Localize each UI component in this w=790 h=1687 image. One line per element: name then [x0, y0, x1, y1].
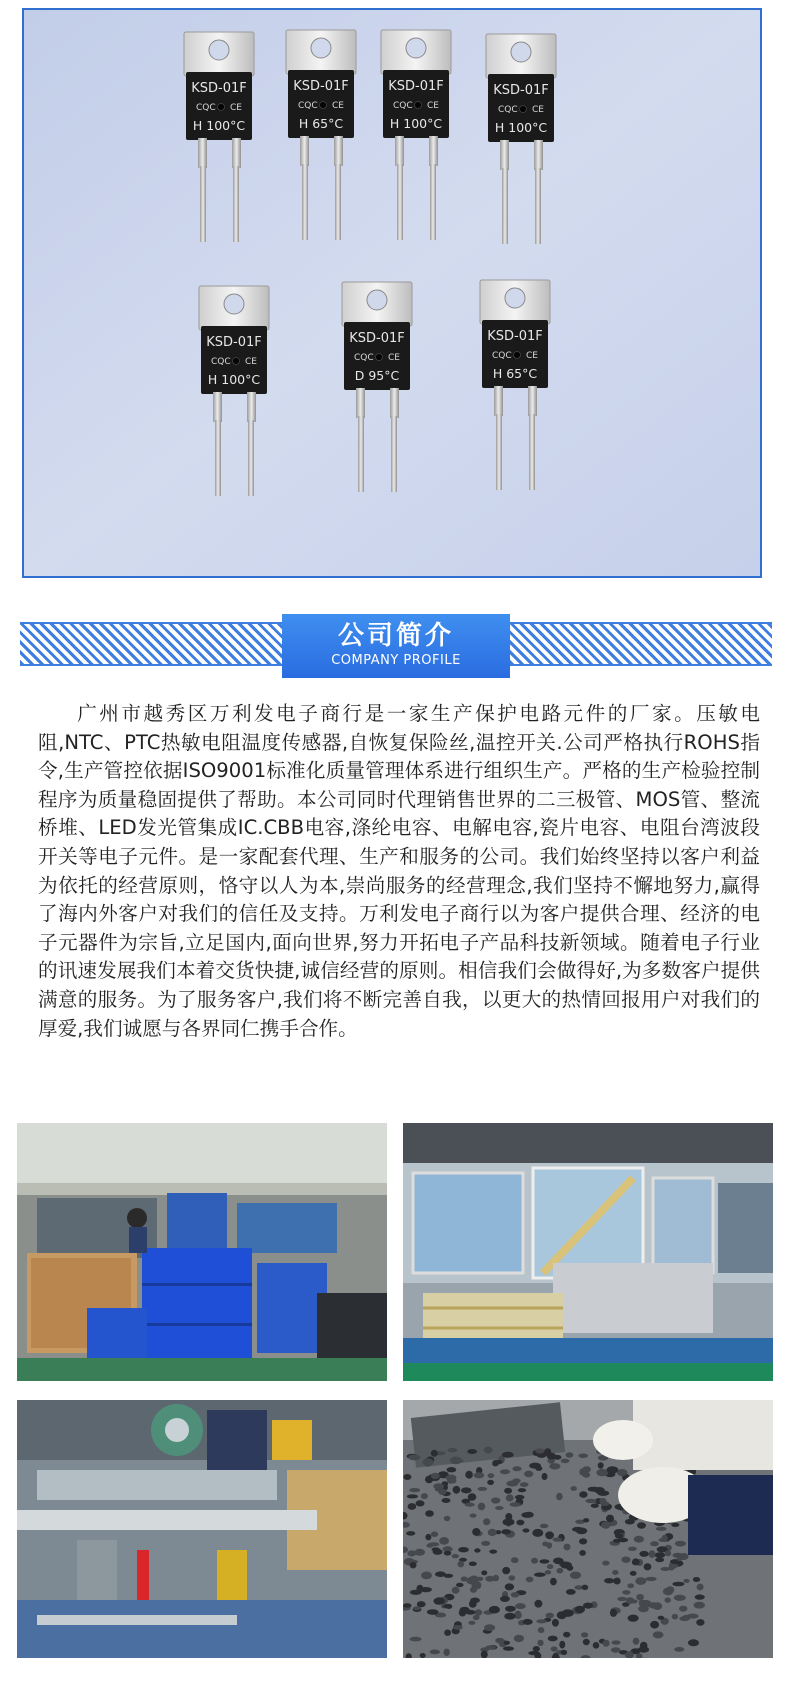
section-title-box	[282, 614, 510, 678]
component-cert-label: CQC	[492, 351, 512, 361]
component-ce-mark: CE	[532, 105, 544, 115]
component-ce-mark: CE	[332, 101, 344, 111]
factory-photo-sorting-parts	[403, 1400, 773, 1658]
component-model-label: KSD-01F	[206, 335, 262, 350]
factory-photo-warehouse	[17, 1123, 387, 1381]
component-model-label: KSD-01F	[349, 331, 405, 346]
component-temp-label: H 65°C	[492, 366, 538, 381]
component-model-label: KSD-01F	[293, 79, 349, 94]
component-ce-mark: CE	[427, 101, 439, 111]
component-ce-mark: CE	[388, 353, 400, 363]
section-header	[20, 614, 772, 672]
component-temp-label: H 100°C	[192, 118, 246, 133]
component-cert-label: CQC	[393, 101, 413, 111]
component-cert-label: CQC	[354, 353, 374, 363]
component-model-label: KSD-01F	[191, 81, 247, 96]
component-temp-label: H 100°C	[494, 120, 548, 135]
component-ce-mark: CE	[245, 357, 257, 367]
factory-photo-production-line	[403, 1123, 773, 1381]
component-cert-label: CQC	[196, 103, 216, 113]
component-temp-label: H 100°C	[389, 116, 443, 131]
company-intro-text: 广州市越秀区万利发电子商行是一家生产保护电路元件的厂家。压敏电阻,NTC、PTC热敏电阻温度传感器,自恢复保险丝,温控开关.公司严格执行ROHS指令,生产管控依据ISO9001标准化质量管理体系进行组织生产。严格的生产检验控制程序为质量稳固提供了帮助。本公司同时代理销售世界的二三极管、MOS管、整流桥堆、LED发光管集成IC.CBB电容,涤纶电容、电解电容,瓷片电容、电阻台湾波段开关等电子元件。是一家配套代理、生产和服务的公司。我们始终坚持以客户利益为依托的经营原则，恪守以人为本,崇尚服务的经营理念,我们坚持不懈地努力,赢得了海内外客户对我们的信任及支持。万利发电子商行以为客户提供合理、经济的电子元器件为宗旨,立足国内,面向世界,努力开拓电子产品科技新领域。随着电子行业的讯速发展我们本着交货快捷,诚信经营的原则。相信我们会做得好,为多数客户提供满意的服务。为了服务客户,我们将不断完善自我，以更大的热情回报用户对我们的厚爱,我们诚愿与各界同仁携手合作。	[38, 702, 760, 1040]
factory-photo-assembly-machine	[17, 1400, 387, 1658]
component-cert-label: CQC	[211, 357, 231, 367]
product-photo	[22, 8, 762, 578]
section-title-en: COMPANY PROFILE	[331, 653, 461, 668]
component-model-label: KSD-01F	[487, 329, 543, 344]
component-temp-label: H 100°C	[207, 372, 261, 387]
component-model-label: KSD-01F	[388, 79, 444, 94]
component-ce-mark: CE	[230, 103, 242, 113]
header-hatch-left	[20, 622, 282, 666]
component-cert-label: CQC	[298, 101, 318, 111]
component-model-label: KSD-01F	[493, 83, 549, 98]
component-ce-mark: CE	[526, 351, 538, 361]
header-hatch-right	[510, 622, 772, 666]
component-temp-label: H 65°C	[298, 116, 344, 131]
component-temp-label: D 95°C	[354, 368, 400, 383]
section-title-cn: 公司简介	[337, 621, 454, 651]
component-cert-label: CQC	[498, 105, 518, 115]
product-photo-svg	[24, 10, 760, 576]
